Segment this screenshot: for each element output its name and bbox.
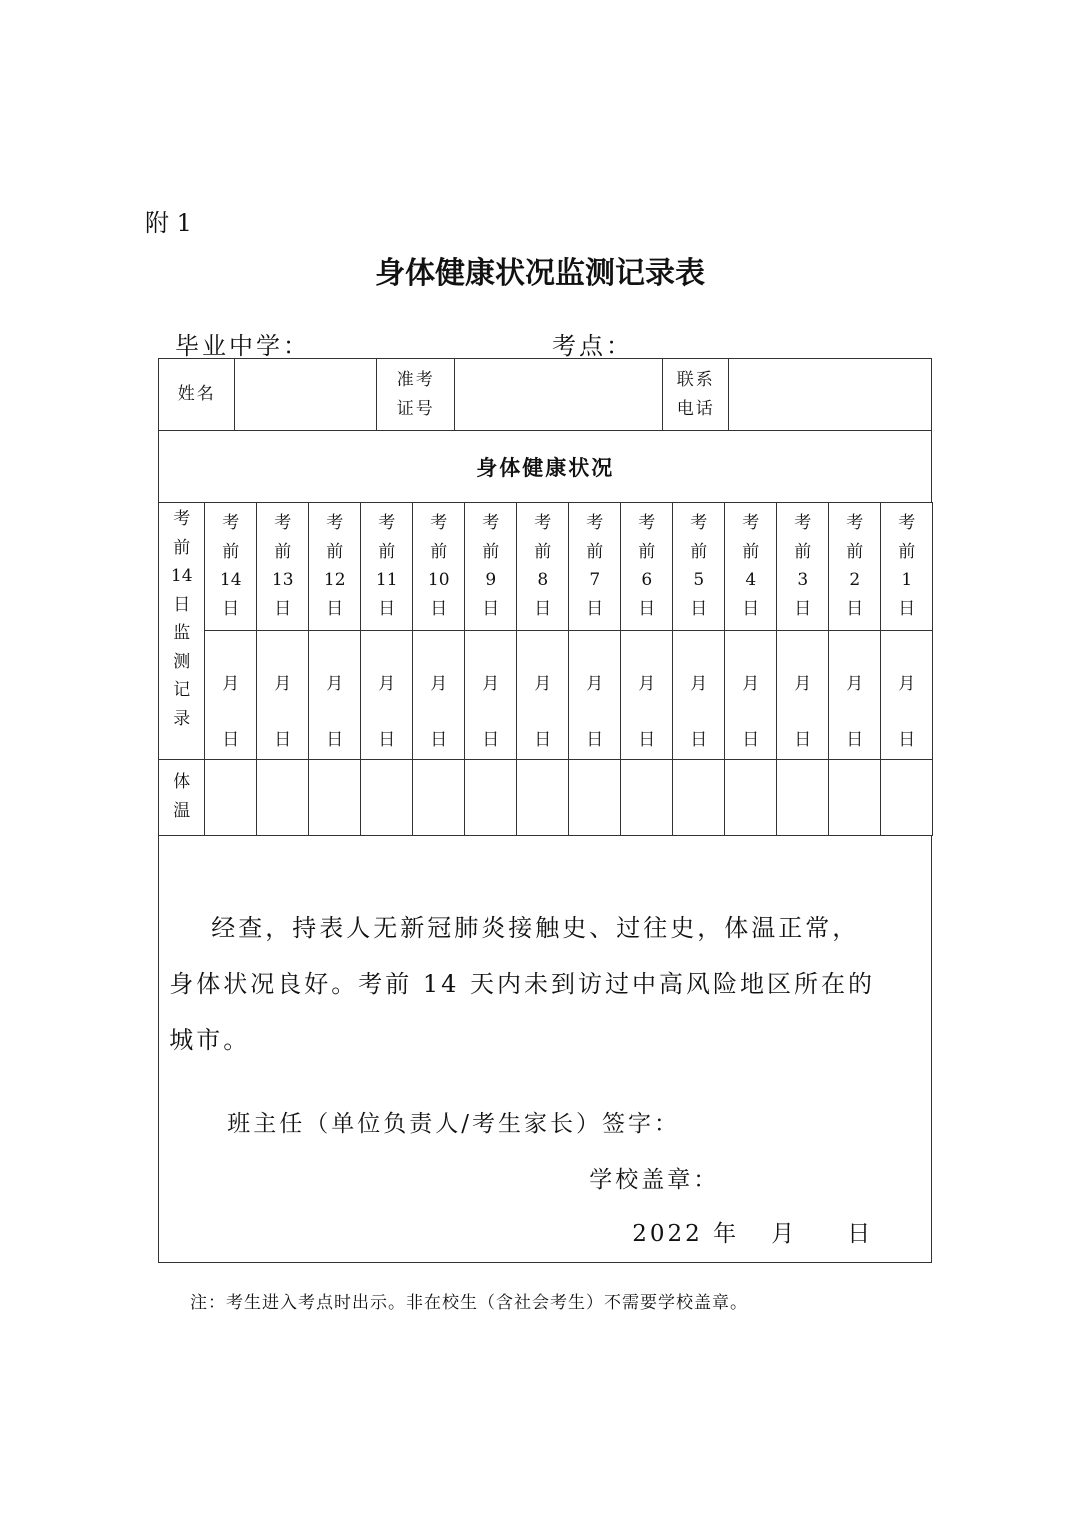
day-header-cell <box>880 502 933 631</box>
exam-site-label: 考点： <box>552 332 633 360</box>
vertical-label <box>361 509 412 623</box>
label-char: 日 <box>222 598 240 619</box>
label-char: 日 <box>794 598 812 619</box>
label-char: 前 <box>173 537 191 558</box>
date-cell[interactable] <box>464 630 517 760</box>
temperature-input[interactable] <box>776 759 829 836</box>
day-label: 日 <box>638 730 656 751</box>
label-char: 日 <box>898 598 916 619</box>
label-char: 考 <box>430 513 448 534</box>
vertical-label <box>517 509 568 623</box>
label-char: 前 <box>534 541 552 562</box>
ticket-label-cell <box>376 358 455 431</box>
day-header-cell <box>724 502 777 631</box>
label-char: 前 <box>638 541 656 562</box>
date-cell[interactable] <box>308 630 361 760</box>
label-char: 日 <box>846 598 864 619</box>
label-char: 7 <box>589 570 601 591</box>
phone-input[interactable] <box>728 358 932 431</box>
vertical-label <box>673 509 724 623</box>
temperature-input[interactable] <box>256 759 309 836</box>
label-char: 前 <box>690 541 708 562</box>
vertical-label <box>309 509 360 623</box>
date-cell[interactable] <box>412 630 465 760</box>
statement-line: 身体状况良好。考前 14 天内未到访过中高风险地区所在的 <box>169 970 876 999</box>
day-label: 日 <box>846 730 864 751</box>
date-cell[interactable] <box>828 630 881 760</box>
temperature-label-cell <box>158 759 205 836</box>
day-label: 日 <box>482 730 500 751</box>
vertical-label <box>257 509 308 623</box>
label-char: 温 <box>173 800 191 821</box>
label-char: 前 <box>742 541 760 562</box>
statement-line: 城市。 <box>169 1026 251 1055</box>
month-label: 月 <box>742 674 760 695</box>
page-title: 身体健康状况监测记录表 <box>375 256 705 291</box>
label-char: 考 <box>482 513 500 534</box>
month-label: 月 <box>898 674 916 695</box>
phone-label-cell <box>662 358 729 431</box>
date-cell[interactable] <box>672 630 725 760</box>
school-stamp-label: 学校盖章： <box>589 1167 720 1194</box>
section-title: 身体健康状况 <box>476 455 615 480</box>
day-label: 日 <box>222 730 240 751</box>
day-label: 日 <box>742 730 760 751</box>
month-label: 月 <box>430 674 448 695</box>
day-header-cell <box>308 502 361 631</box>
temperature-input[interactable] <box>308 759 361 836</box>
label-char: 测 <box>173 651 191 672</box>
day-header-cell <box>516 502 569 631</box>
name-label-cell <box>158 358 235 431</box>
attachment-label: 附 1 <box>145 209 192 237</box>
label-char: 考 <box>794 513 812 534</box>
phone-label-line: 联系 <box>676 369 715 390</box>
day-label: 日 <box>378 730 396 751</box>
label-char: 前 <box>222 541 240 562</box>
ticket-label-line: 证号 <box>396 398 435 419</box>
label-char: 考 <box>690 513 708 534</box>
label-char: 前 <box>274 541 292 562</box>
label-char: 考 <box>742 513 760 534</box>
day-header-cell <box>568 502 621 631</box>
temperature-input[interactable] <box>516 759 569 836</box>
statement-line: 经查，持表人无新冠肺炎接触史、过往史，体温正常， <box>211 914 860 943</box>
vertical-label <box>829 509 880 623</box>
month-label: 月 <box>274 674 292 695</box>
label-char: 日 <box>586 598 604 619</box>
statement-cell <box>158 835 932 1263</box>
label-char: 考 <box>378 513 396 534</box>
day-header-cell <box>620 502 673 631</box>
label-char: 考 <box>326 513 344 534</box>
temperature-input[interactable] <box>724 759 777 836</box>
month-label: 月 <box>326 674 344 695</box>
date-cell[interactable] <box>204 630 257 760</box>
label-char: 考 <box>898 513 916 534</box>
label-char: 日 <box>534 598 552 619</box>
date-cell[interactable] <box>776 630 829 760</box>
day-header-cell <box>828 502 881 631</box>
label-char: 考 <box>638 513 656 534</box>
month-label: 月 <box>534 674 552 695</box>
label-char: 日 <box>638 598 656 619</box>
month-label: 月 <box>378 674 396 695</box>
month-label: 月 <box>846 674 864 695</box>
date-cell[interactable] <box>568 630 621 760</box>
day-header-cell <box>672 502 725 631</box>
label-char: 日 <box>378 598 396 619</box>
month-label: 月 <box>638 674 656 695</box>
label-char: 日 <box>173 594 191 615</box>
vertical-label <box>413 509 464 623</box>
label-char: 13 <box>271 570 294 591</box>
day-header-cell <box>256 502 309 631</box>
day-label: 日 <box>274 730 292 751</box>
label-char: 12 <box>323 570 346 591</box>
signature-label: 班主任（单位负责人/考生家长）签字： <box>227 1111 680 1138</box>
label-char: 记 <box>173 680 191 701</box>
vertical-label <box>159 505 204 733</box>
footnote: 注：考生进入考点时出示。非在校生（含社会考生）不需要学校盖章。 <box>190 1293 748 1313</box>
temperature-input[interactable] <box>360 759 413 836</box>
label-char: 6 <box>641 570 653 591</box>
month-label: 月 <box>794 674 812 695</box>
name-label: 姓名 <box>177 384 216 405</box>
label-char: 3 <box>797 570 809 591</box>
day-header-cell <box>776 502 829 631</box>
label-char: 考 <box>173 509 191 530</box>
temperature-input[interactable] <box>568 759 621 836</box>
vertical-label <box>569 509 620 623</box>
label-char: 日 <box>742 598 760 619</box>
temperature-input[interactable] <box>464 759 517 836</box>
label-char: 监 <box>173 623 191 644</box>
month-label: 月 <box>222 674 240 695</box>
label-char: 前 <box>586 541 604 562</box>
day-header-cell <box>412 502 465 631</box>
label-char: 2 <box>849 570 861 591</box>
label-char: 14 <box>170 566 193 587</box>
month-label: 月 <box>482 674 500 695</box>
label-char: 9 <box>485 570 497 591</box>
temperature-input[interactable] <box>880 759 933 836</box>
day-label: 日 <box>430 730 448 751</box>
label-char: 日 <box>326 598 344 619</box>
label-char: 前 <box>378 541 396 562</box>
ticket-label-line: 准考 <box>396 369 435 390</box>
date-cell[interactable] <box>516 630 569 760</box>
label-char: 前 <box>482 541 500 562</box>
ticket-number-input[interactable] <box>454 358 663 431</box>
date-cell[interactable] <box>256 630 309 760</box>
temperature-input[interactable] <box>412 759 465 836</box>
date-day: 日 <box>847 1221 874 1248</box>
vertical-label <box>725 509 776 623</box>
label-char: 1 <box>901 570 913 591</box>
day-label: 日 <box>690 730 708 751</box>
vertical-label <box>777 509 828 623</box>
label-char: 考 <box>586 513 604 534</box>
month-label: 月 <box>690 674 708 695</box>
date-cell[interactable] <box>360 630 413 760</box>
temperature-input[interactable] <box>828 759 881 836</box>
month-label: 月 <box>586 674 604 695</box>
label-char: 5 <box>693 570 705 591</box>
date-month: 月 <box>771 1221 798 1248</box>
label-char: 考 <box>222 513 240 534</box>
temperature-input[interactable] <box>672 759 725 836</box>
label-char: 日 <box>274 598 292 619</box>
day-header-cell <box>464 502 517 631</box>
vertical-label <box>881 509 932 623</box>
school-label: 毕业中学： <box>175 332 310 360</box>
section-title-cell <box>158 430 932 503</box>
label-char: 体 <box>173 772 191 793</box>
phone-label-line: 电话 <box>676 398 715 419</box>
label-char: 8 <box>537 570 549 591</box>
vertical-label <box>621 509 672 623</box>
label-char: 前 <box>430 541 448 562</box>
temperature-input[interactable] <box>620 759 673 836</box>
name-input[interactable] <box>234 358 377 431</box>
day-label: 日 <box>794 730 812 751</box>
label-char: 日 <box>690 598 708 619</box>
label-char: 14 <box>219 570 242 591</box>
label-char: 前 <box>326 541 344 562</box>
vertical-label <box>205 509 256 623</box>
temperature-input[interactable] <box>204 759 257 836</box>
day-header-cell <box>204 502 257 631</box>
date-cell[interactable] <box>880 630 933 760</box>
day-label: 日 <box>898 730 916 751</box>
vertical-label <box>465 509 516 623</box>
day-label: 日 <box>586 730 604 751</box>
label-char: 录 <box>173 708 191 729</box>
monitor-label-cell <box>158 502 205 760</box>
label-char: 日 <box>430 598 448 619</box>
label-char: 考 <box>846 513 864 534</box>
day-label: 日 <box>326 730 344 751</box>
label-char: 前 <box>846 541 864 562</box>
vertical-label <box>159 768 204 825</box>
label-char: 考 <box>274 513 292 534</box>
label-char: 4 <box>745 570 757 591</box>
date-cell[interactable] <box>620 630 673 760</box>
date-year: 2022 年 <box>632 1221 740 1248</box>
label-char: 11 <box>375 570 398 591</box>
day-label: 日 <box>534 730 552 751</box>
label-char: 日 <box>482 598 500 619</box>
day-header-cell <box>360 502 413 631</box>
label-char: 前 <box>794 541 812 562</box>
label-char: 10 <box>427 570 450 591</box>
label-char: 考 <box>534 513 552 534</box>
date-cell[interactable] <box>724 630 777 760</box>
label-char: 前 <box>898 541 916 562</box>
